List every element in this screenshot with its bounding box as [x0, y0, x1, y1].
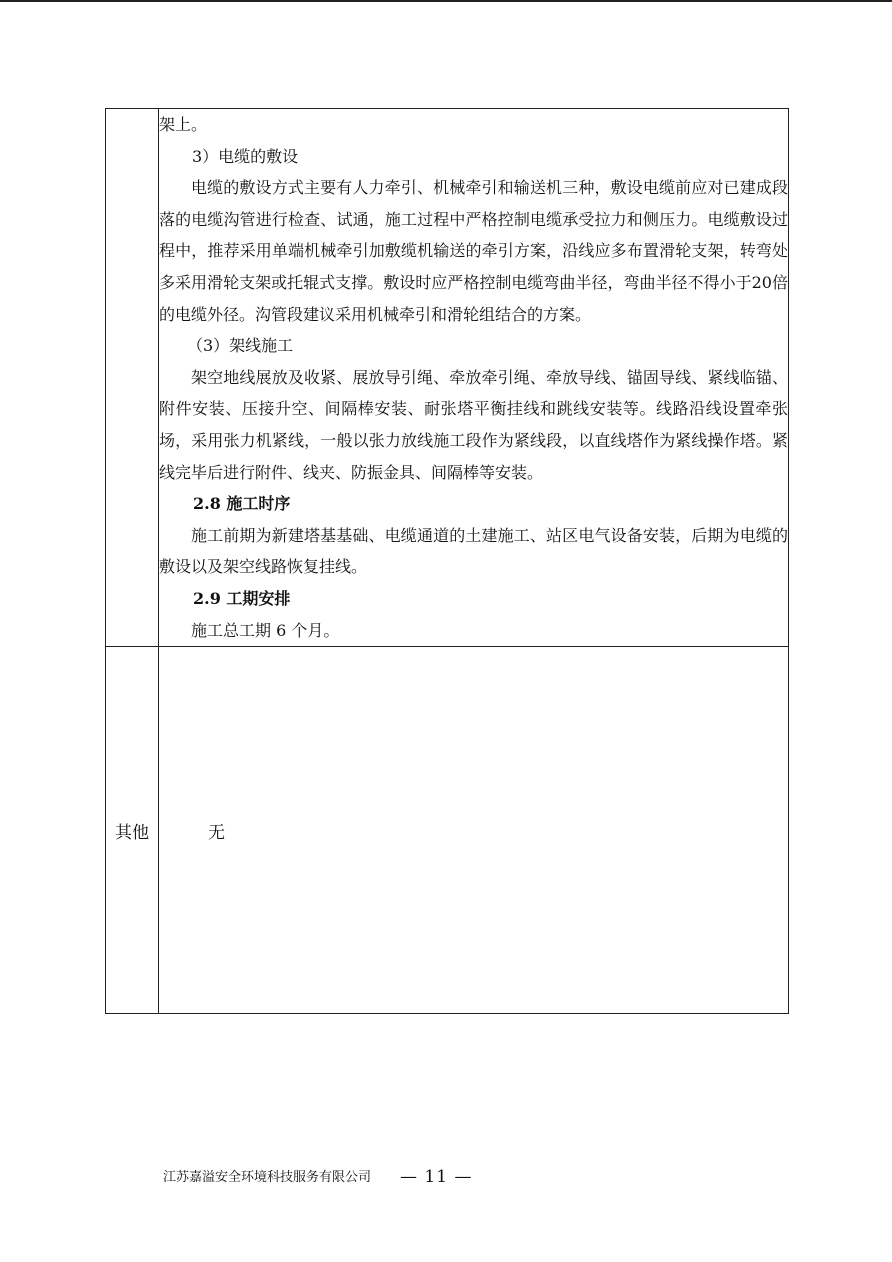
paragraph-cable-laying: 电缆的敷设方式主要有人力牵引、机械牵引和输送机三种，敷设电缆前应对已建成段落的电缆沟管进行检查、试通，施工过程中严格控制电缆承受拉力和侧压力。电缆敷设过程中，推荐采用单端机械牵引加敷缆机输送的牵引方案，沿线应多布置滑轮支架，转弯处多采用滑轮支架或托辊式支撑。敷设时应严格控制电缆弯曲半径，弯曲半径不得小于20倍的电缆外径。沟管段建议采用机械牵引和滑轮组结合的方案。	[159, 178, 788, 324]
document-table	[105, 108, 789, 1014]
continued-text: 架上。	[159, 115, 208, 134]
top-border-line	[0, 0, 892, 2]
content-row	[106, 109, 789, 647]
paragraph-construction-sequence: 施工前期为新建塔基基础、电缆通道的土建施工、站区电气设备安装，后期为电缆的敷设以及架空线路恢复挂线。	[159, 525, 788, 577]
sub-heading-overhead-construction: （3）架线施工	[187, 336, 294, 356]
heading-construction-sequence: 2.8 施工时序	[193, 494, 291, 514]
sub-heading-cable-laying: 3）电缆的敷设	[192, 146, 299, 166]
other-row	[106, 647, 789, 1014]
footer-company-name: 江苏嘉溢安全环境科技服务有限公司	[163, 1170, 372, 1185]
page-number: — 11 —	[400, 1167, 473, 1187]
content-cell	[159, 109, 789, 647]
content-label-cell	[106, 109, 159, 647]
other-label: 其他	[106, 647, 159, 1014]
other-value: 无	[159, 647, 789, 1014]
paragraph-overhead-construction: 架空地线展放及收紧、展放导引绳、牵放牵引绳、牵放导线、锚固导线、紧线临锚、附件安装、压接升空、间隔棒安装、耐张塔平衡挂线和跳线安装等。线路沿线设置牵张场，采用张力机紧线，一般以张力放线施工段作为紧线段，以直线塔作为紧线操作塔。紧线完毕后进行附件、线夹、防振金具、间隔棒等安装。	[159, 367, 788, 482]
heading-construction-schedule: 2.9 工期安排	[193, 588, 291, 608]
paragraph-construction-schedule: 施工总工期 6 个月。	[191, 620, 340, 640]
